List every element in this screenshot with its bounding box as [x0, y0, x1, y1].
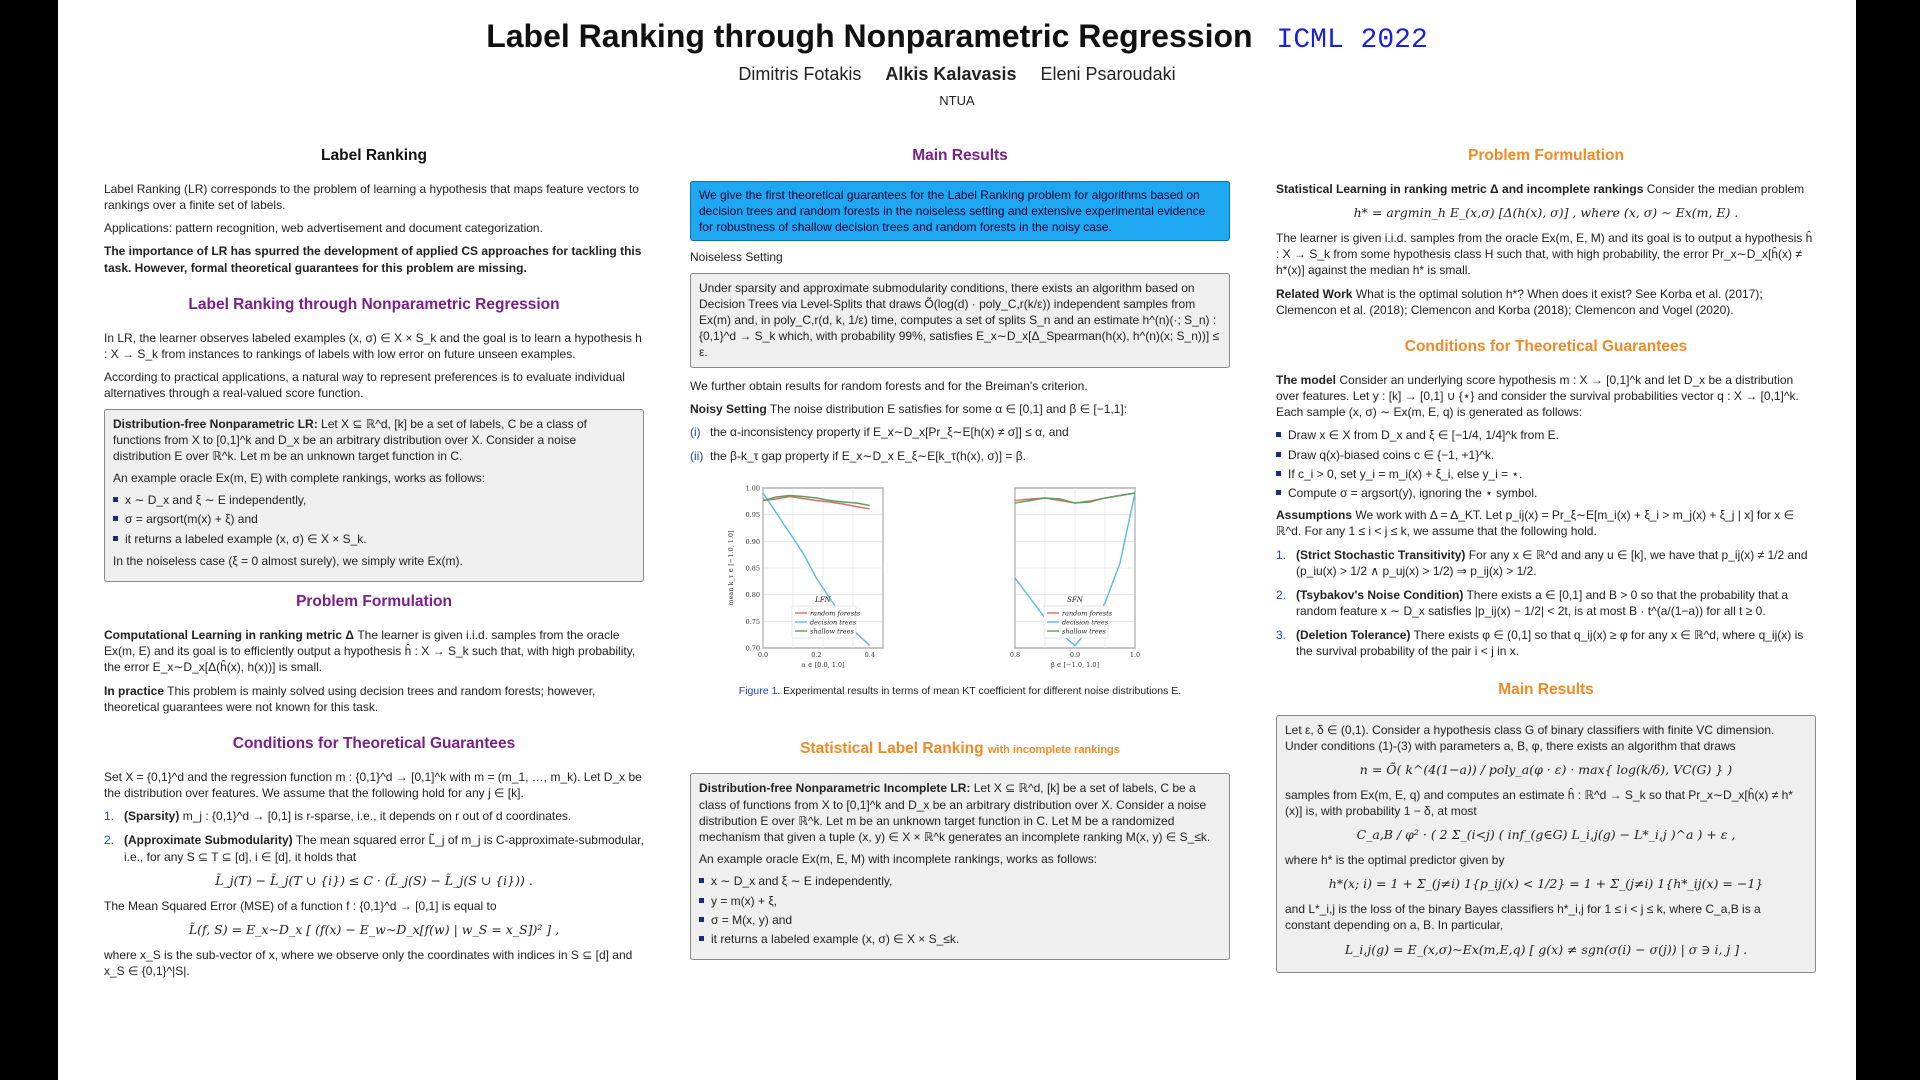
paragraph-body: This problem is mainly solved using decision trees and random forests; however, theoretical guarantees were not known for this task.: [104, 683, 596, 714]
formula-sample-complexity: n = Õ( k^(4(1−a)) / poly_a(φ · ε) · max{ log(k/δ), VC(G) } ): [1359, 761, 1733, 777]
paragraph-body: Consider an underlying score hypothesis m : X → [0,1]^k and let D_x be a distribution over features. Let y : [k] → [0,1] ∪ {⋆} and consider the survival probabilities vector q : X → [0,1]^k. Each sample (x, σ) ∼ Ex(m, E, q) is generated as follows:: [1276, 372, 1799, 420]
assumption-lead: (Tsybakov's Noise Condition): [1296, 587, 1464, 602]
y-tick-label: 0.75: [745, 618, 760, 627]
y-tick-label: 0.70: [745, 644, 760, 653]
author-list: [58, 64, 1856, 85]
paragraph-lead: Computational Learning in ranking metric Δ: [104, 627, 354, 642]
condition-body: m_j : {0,1}^d → [0,1] is r-sparse, i.e., it depends on r out of d coordinates.: [182, 809, 572, 824]
paragraph-body: The noise distribution E satisfies for some α ∈ [0,1] and β ∈ [−1,1]:: [769, 401, 1128, 416]
paragraph: [104, 683, 644, 715]
assumption-body: There exists φ ∈ (0,1] so that q_ij(x) ≥ φ for any x ∈ ℝ^d, where q_ij(x) is the survival probability of the pair i < j in x.: [1296, 628, 1804, 659]
property-text: the β-k_τ gap property if E_x∼D_x E_ξ∼E[k_τ(h(x), σ)] = β.: [710, 449, 1026, 464]
oracle-steps: [699, 873, 1221, 947]
noise-property-item: [690, 424, 1230, 440]
definition-text: [113, 416, 635, 465]
assumption-number: 3.: [1276, 628, 1287, 643]
paragraph: [104, 627, 644, 676]
section-title-conditions: Conditions for Theoretical Guarantees: [232, 734, 516, 752]
list-item: Compute σ = argsort(y), ignoring the ⋆ symbol.: [1276, 485, 1816, 501]
definition-lead: Distribution-free Nonparametric LR:: [113, 416, 318, 431]
condition-number: 2.: [104, 833, 115, 848]
assumption-body: For any x ∈ ℝ^d and any u ∈ [k], we have that p_ij(x) ≠ 1/2 and (p_iu(x) > 1/2 ∧ p_uj(x) > 1/2) ⇒ p_ij(x) > 1/2.: [1296, 547, 1808, 578]
list-item: Draw x ∈ X from D_x and ξ ∈ [−1/4, 1/4]^k from E.: [1276, 427, 1816, 443]
poster-title: Label Ranking through Nonparametric Regression: [486, 18, 1253, 54]
y-axis-label: mean k_τ ∈ [−1.0, 1.0]: [727, 530, 735, 606]
paragraph-body: The learner is given i.i.d. samples from the oracle Ex(m, E) and its goal is to efficiently output a hypothesis ĥ : X → S_k such that, with high probability, the error E_x∼D_x[Δ(ĥ(x), h(x))] is small.: [104, 627, 636, 675]
legend-label: shallow trees: [1062, 627, 1106, 636]
paragraph: The learner is given i.i.d. samples from the oracle Ex(m, E, M) and its goal is to output a hypothesis ĥ : X → S_k from some hypothesis class H such that, with high probability, the error Pr_x∼D_x[ĥ(x) ≠ h*(x)] against the median h* is small.: [1276, 230, 1813, 278]
x-tick-label: 0.2: [811, 651, 822, 660]
section-title-lr-nonparametric: Label Ranking through Nonparametric Regression: [188, 295, 560, 313]
oracle-intro: An example oracle Ex(m, E, M) with incomplete rankings, works as follows:: [699, 852, 1098, 867]
assumption-lead: (Deletion Tolerance): [1296, 628, 1411, 643]
oracle-steps: [113, 492, 635, 547]
model-steps: [1276, 427, 1816, 501]
figure-label: Figure 1.: [738, 685, 781, 698]
condition-body: The mean squared error L̃_j of m_j is C-approximate-submodular, i.e., for any S ⊆ T ⊆ [d], i ∈ [d], it holds that: [124, 833, 644, 864]
formula-mse: L̃(f, S) = E_x∼D_x [ (f(x) − E_w∼D_x[f(w) | w_S = x_S])² ] ,: [188, 921, 560, 937]
paragraph: In LR, the learner observes labeled examples (x, σ) ∈ X × S_k and the goal is to learn a hypothesis h : X → S_k from instances to rankings of labels with low error on future unseen examples.: [104, 330, 642, 361]
paragraph-body: Consider the median problem: [1646, 181, 1805, 196]
paragraph: Applications: pattern recognition, web advertisement and document categorization.: [104, 221, 543, 236]
assumption-list: [1276, 547, 1816, 660]
paragraph-lead: Related Work: [1276, 286, 1353, 301]
subheading-noiseless: Noiseless Setting: [690, 250, 783, 265]
x-tick-label: 0.4: [864, 651, 875, 660]
condition-item: [104, 832, 644, 864]
section-title-statistical-lr: [690, 739, 1230, 760]
condition-text: [124, 808, 571, 824]
section-subtitle: with incomplete rankings: [987, 743, 1120, 756]
formula-median: h* = argmin_h E_(x,σ) [Δ(h(x), σ)] , where (x, σ) ∼ Ex(m, E) .: [1353, 205, 1739, 221]
condition-lead: (Approximate Submodularity): [124, 833, 293, 848]
paragraph: Label Ranking (LR) corresponds to the problem of learning a hypothesis that maps feature vectors to rankings over a finite set of labels.: [104, 181, 639, 213]
caption-text: Experimental results in terms of mean KT coefficient for different noise distributions E.: [783, 685, 1182, 698]
list-item: σ = M(x, y) and: [699, 912, 1221, 928]
y-tick-label: 0.95: [745, 511, 760, 520]
y-tick-label: 0.90: [745, 538, 760, 547]
legend-label: decision trees: [810, 618, 857, 627]
formula-optimal-predictor: h*(x; i) = 1 + Σ_(j≠i) 1{p_ij(x) < 1/2} = 1 + Σ_(j≠i) 1{h*_ij(x) = −1}: [1328, 876, 1764, 892]
x-axis-label: α ∈ [0.0, 1.0]: [801, 661, 845, 670]
list-item: it returns a labeled example (x, σ) ∈ X × S_k.: [113, 531, 635, 547]
paragraph: [1276, 507, 1816, 539]
section-title-conditions-2: Conditions for Theoretical Guarantees: [1404, 337, 1688, 355]
condition-list: [104, 808, 644, 865]
section-title-text: Statistical Label Ranking: [800, 739, 984, 757]
noise-property-item: [690, 448, 1230, 464]
theorem-text: samples from Ex(m, E, q) and computes an estimate ĥ : ℝ^d → S_k so that Pr_x∼D_x[ĥ(x) ≠ h*(x)] is, with probability 1 − δ, at most: [1285, 787, 1793, 819]
paragraph: According to practical applications, a natural way to represent preferences is to evaluate individual alternatives through a real-valued score function.: [104, 370, 625, 401]
list-item: If c_i > 0, set y_i = m_i(x) + ξ_i, else y_i = ⋆.: [1276, 466, 1816, 482]
paragraph-lead: The model: [1276, 372, 1337, 387]
paragraph-body: What is the optimal solution h*? When does it exist? See Korba et al. (2017); Clemencon et al. (2018); Clemencon and Korba (2018); Clemencon and Vogel (2020).: [1276, 286, 1763, 317]
column-right: [1276, 146, 1816, 983]
theorem-text: where h* is the optimal predictor given by: [1285, 853, 1505, 868]
x-tick-label: 0.0: [757, 651, 769, 660]
list-item: it returns a labeled example (x, σ) ∈ X × S_≤k.: [699, 931, 1221, 947]
definition-box-incomplete: [690, 773, 1230, 960]
affiliation: NTUA: [939, 93, 975, 108]
inset-label: LFN: [815, 596, 831, 605]
poster: [58, 0, 1856, 1080]
inset-label: SFN: [1067, 596, 1083, 605]
formula-submodularity: L̃_j(T) − L̃_j(T ∪ {i}) ≤ C · (L̃_j(S) − L̃_j(S ∪ {i})) .: [215, 872, 533, 888]
property-number: (i): [690, 424, 701, 439]
y-tick-label: 0.80: [745, 591, 760, 600]
paragraph: [1276, 286, 1816, 318]
paragraph-lead: Statistical Learning in ranking metric Δ and incomplete rankings: [1276, 181, 1644, 196]
paragraph: Set X = {0,1}^d and the regression function m : {0,1}^d → [0,1]^k with m = (m_1, …, m_k). Let D_x be the distribution over features. We assume that the following hold for any j ∈ [k].: [104, 769, 642, 800]
theorem-text: Let ε, δ ∈ (0,1). Consider a hypothesis class G of binary classifiers with finite VC dimension. Under conditions (1)-(3) with parameters a, B, φ, there exists an algorithm that draws: [1285, 722, 1775, 753]
assumption-text: [1296, 627, 1816, 659]
x-tick-label: 1.0: [1129, 651, 1141, 660]
venue-label: ICML 2022: [1276, 25, 1428, 56]
assumption-text: [1296, 587, 1816, 619]
paragraph-body: We work with Δ = Δ_KT. Let p_ij(x) = Pr_ξ∼E[m_i(x) + ξ_i > m_j(x) + ξ_j | x] for x ∈ ℝ^d. For any 1 ≤ i < j ≤ k, we assume that the following hold.: [1276, 508, 1795, 539]
condition-number: 1.: [104, 809, 115, 824]
definition-text: [699, 780, 1221, 845]
definition-body: Let X ⊆ ℝ^d, [k] be a set of labels, C be a class of functions from X to [0,1]^k and D_x be an arbitrary distribution over X. Consider a noise distribution E over ℝ^k. Let m be an unknown target function in C. Let M be a randomized mechanism that given a tuple (x, y) ∈ X × ℝ^k generates an incomplete ranking M(x, y) ∈ S_≤k.: [699, 781, 1211, 845]
section-title-main-results-2: Main Results: [1498, 680, 1594, 698]
formula-loss: L_i,j(g) = E_(x,σ)∼Ex(m,E,q) [ g(x) ≠ sgn(σ(i) − σ(j)) | σ ∋ i, j ] .: [1344, 941, 1748, 957]
result-box: Under sparsity and approximate submodularity conditions, there exists an algorithm based on Decision Trees via Level-Splits that draws Õ(log(d) · poly_C,r(k/ε)) independent samples from Ex(m) and, in poly_C,r(d, k, 1/ε) time, computes a set of splits S_n and an estimate h^(n)(·; S_n) : {0,1}^d → S_k which, with probability 99%, satisfies E_x∼D_x[Δ_Spearman(h(x), h^(n)(x; S_n))] ≤ ε.: [690, 273, 1230, 368]
paragraph: The Mean Squared Error (MSE) of a function f : {0,1}^d → [0,1] is equal to: [104, 898, 497, 913]
formula-error-bound: C_a,B / φ² · ( 2 Σ_(i<j) ( inf_(g∈G) L_i,j(g) − L*_i,j )^a ) + ε ,: [1356, 827, 1736, 843]
y-tick-label: 0.85: [745, 564, 760, 573]
paragraph: [1276, 181, 1816, 197]
noise-property-list: [690, 424, 1230, 464]
assumption-item: [1276, 587, 1816, 619]
section-title-problem-formulation-2: Problem Formulation: [1468, 147, 1624, 164]
legend-label: decision trees: [1062, 618, 1109, 627]
assumption-lead: (Strict Stochastic Transitivity): [1296, 547, 1466, 562]
paragraph: [1276, 372, 1816, 421]
column-middle: [690, 146, 1230, 970]
paragraph-emphasis: The importance of LR has spurred the development of applied CS approaches for tackling this task. However, formal theoretical guarantees for this problem are missing.: [104, 244, 642, 275]
theorem-text: and L*_i,j is the loss of the binary Bayes classifiers h*_i,j for 1 ≤ i < j ≤ k, where C_a,B is a constant depending on a, B. In particular,: [1285, 902, 1761, 933]
list-item: x ∼ D_x and ξ ∼ E independently,: [113, 492, 635, 508]
assumption-number: 2.: [1276, 587, 1287, 602]
assumption-item: [1276, 547, 1816, 579]
section-title-main-results: Main Results: [912, 147, 1008, 164]
noiseless-note: In the noiseless case (ξ = 0 almost surely), we simply write Ex(m).: [113, 553, 463, 568]
condition-text: [124, 832, 644, 864]
author-1: Dimitris Fotakis: [738, 64, 862, 84]
assumption-item: [1276, 627, 1816, 659]
condition-item: [104, 808, 644, 824]
section-title-problem-formulation: Problem Formulation: [296, 593, 452, 611]
paragraph-lead: In practice: [104, 683, 165, 698]
paragraph: [690, 401, 1230, 417]
assumption-text: [1296, 547, 1816, 579]
property-text: the α-inconsistency property if E_x∼D_x[Pr_ξ∼E[h(x) ≠ σ]] ≤ α, and: [710, 424, 1069, 439]
theorem-box: [1276, 715, 1816, 974]
paragraph: We further obtain results for random forests and for the Breiman's criterion.: [690, 378, 1088, 393]
definition-body: Let X ⊆ ℝ^d, [k] be a set of labels, C be a class of functions from X to [0,1]^k and D_x be an arbitrary distribution over X. Consider a noise distribution E over ℝ^k. Let m be an unknown target function in C.: [113, 416, 588, 463]
legend-label: random forests: [810, 609, 861, 618]
title-line: [58, 18, 1856, 56]
paragraph-lead: Assumptions: [1276, 508, 1353, 523]
list-item: Draw q(x)-biased coins c ∈ {−1, +1}^k.: [1276, 447, 1816, 463]
definition-lead: Distribution-free Nonparametric Incomplete LR:: [699, 781, 971, 796]
y-tick-label: 1.00: [745, 484, 760, 493]
paragraph-lead: Noisy Setting: [690, 401, 767, 416]
author-2: Alkis Kalavasis: [885, 64, 1017, 84]
chart-sfn: [1007, 478, 1197, 678]
x-tick-label: 0.8: [1009, 651, 1021, 660]
figure-1: [690, 478, 1230, 678]
author-3: Eleni Psaroudaki: [1040, 64, 1176, 84]
x-tick-label: 0.9: [1069, 651, 1081, 660]
assumption-number: 1.: [1276, 547, 1287, 562]
list-item: y = m(x) + ξ,: [699, 893, 1221, 909]
legend-label: random forests: [1062, 609, 1113, 618]
definition-box: [104, 409, 644, 583]
list-item: x ∼ D_x and ξ ∼ E independently,: [699, 873, 1221, 889]
property-number: (ii): [690, 449, 704, 464]
assumption-body: There exists a ∈ [0,1] and B > 0 so that the probability that a random feature x ∼ D_x satisfies |p_ij(x) − 1/2| < 2t, is at most B · t^(a/(1−a)) for all t ≥ 0.: [1296, 587, 1789, 619]
figure-caption: [690, 684, 1230, 698]
chart-lfn: [723, 478, 993, 678]
highlight-box: We give the first theoretical guarantees for the Label Ranking problem for algorithms based on decision trees and random forests in the noiseless setting and extensive experimental evidence for robustness of shallow decision trees and random forests in the noisy case.: [690, 181, 1230, 242]
column-left: [104, 146, 644, 986]
condition-lead: (Sparsity): [124, 809, 180, 824]
oracle-intro: An example oracle Ex(m, E) with complete rankings, works as follows:: [113, 471, 486, 486]
x-axis-label: β ∈ [−1.0, 1.0]: [1050, 661, 1100, 670]
section-title-label-ranking: Label Ranking: [321, 147, 427, 164]
list-item: σ = argsort(m(x) + ξ) and: [113, 511, 635, 527]
paragraph: where x_S is the sub-vector of x, where we observe only the coordinates with indices in S ⊆ [d] and x_S ∈ {0,1}^|S|.: [104, 947, 633, 978]
poster-header: [58, 18, 1856, 108]
legend-label: shallow trees: [810, 627, 854, 636]
